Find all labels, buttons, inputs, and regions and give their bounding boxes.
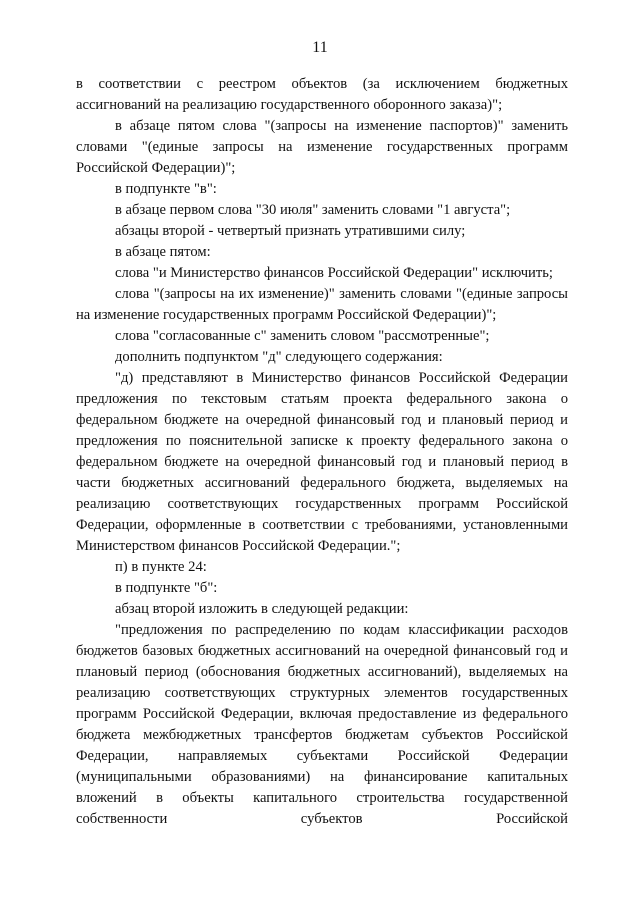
page-number: 11 [312,39,328,56]
paragraph: в соответствии с реестром объектов (за исключением бюджетных ассигнований на реализацию государственного оборонного заказа)"; [76,76,568,113]
paragraph: дополнить подпунктом "д" следующего содержания: [115,349,443,365]
paragraph: "предложения по распределению по кодам классификации расходов бюджетов базовых бюджетных ассигнований на очередной финансовый год и плановый период (обоснования бюджетных ассигнований), выделяемых на реализацию соответствующих структурных элементов государственных программ Российской Федерации, включая предоставление из федерального бюджета межбюджетных трансфертов бюджетам субъектов Российской Федерации, направляемых субъектами Российской Федерации (муниципальными образованиями) на финансирование капитальных вложений в объекты капитального строительства государственной собственности субъектов Российской [76,622,568,827]
document-body [76,74,568,830]
paragraph: слова "(запросы на их изменение)" заменить словами "(единые запросы на изменение государственных программ Российской Федерации)"; [76,286,568,323]
paragraph: в подпункте "б": [115,580,218,596]
paragraph: слова "и Министерство финансов Российской Федерации" исключить; [115,265,553,281]
paragraph: слова "согласованные с" заменить словом "рассмотренные"; [115,328,490,344]
paragraph: п) в пункте 24: [115,559,207,575]
paragraph: в подпункте "в": [115,181,217,197]
paragraph: в абзаце пятом: [115,244,211,260]
paragraph: в абзаце первом слова "30 июля" заменить словами "1 августа"; [115,202,511,218]
paragraph: "д) представляют в Министерство финансов Российской Федерации предложения по текстовым статьям проекта федерального закона о федеральном бюджете на очередной финансовый год и плановый период и предложения по пояснительной записке к проекту федерального закона о федеральном бюджете на очередной финансовый год и плановый период в части бюджетных ассигнований федерального бюджета, выделяемых на реализацию соответствующих государственных программ Российской Федерации, оформленные в соответствии с требованиями, установленными Министерством финансов Российской Федерации."; [76,370,568,554]
paragraph: в абзаце пятом слова "(запросы на изменение паспортов)" заменить словами "(единые запросы на изменение государственных программ Российской Федерации)"; [76,118,568,176]
paragraph: абзацы второй - четвертый признать утратившими силу; [115,223,466,239]
paragraph: абзац второй изложить в следующей редакции: [115,601,409,617]
